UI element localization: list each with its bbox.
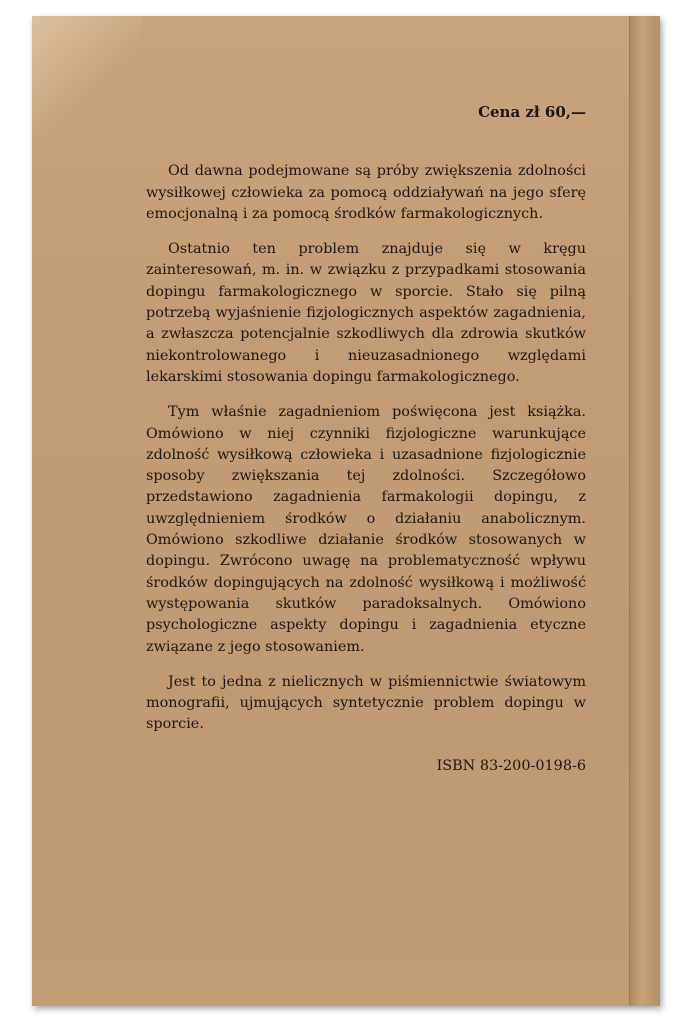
book-back-cover: [32, 16, 660, 1006]
cover-text: [146, 102, 586, 777]
book-spine: [629, 16, 660, 1006]
worn-corner: [32, 16, 142, 136]
description-paragraph-1: Od dawna podejmowane są próby zwiększenia zdolności wysiłkowej człowieka za pomocą oddziaływań na jego sferę emocjonalną i za pomocą środków farmakologicznych.: [146, 163, 586, 222]
description-paragraph-3: Tym właśnie zagadnieniom poświęcona jest książka. Omówiono w niej czynniki fizjologiczne warunkujące zdolność wysiłkową człowieka i uzasadnione fizjologicznie sposoby zwiększania tej zdolności. Szczegółowo przedstawiono zagadnienia farmakologii dopingu, z uwzględnieniem środków o działaniu anabolicznym. Omówiono szkodliwe działanie środków stosowanych w dopingu. Zwrócono uwagę na problematyczność wpływu środków dopingujących na zdolność wysiłkową i możliwość występowania skutków paradoksalnych. Omówiono psychologiczne aspekty dopingu i zagadnienia etyczne związane z jego stosowaniem.: [146, 404, 586, 655]
description-paragraph-2: Ostatnio ten problem znajduje się w kręgu zainteresowań, m. in. w związku z przypadkami stosowania dopingu farmakologicznego w sporcie. Stało się pilną potrzebą wyjaśnienie fizjologicznych aspektów zagadnienia, a zwłaszcza potencjalnie szkodliwych dla zdrowia skutków niekontrolowanego i nieuzasadnionego względami lekarskimi stosowania dopingu farmakologicznego.: [146, 241, 586, 385]
isbn-number: ISBN 83-200-0198-6: [436, 757, 586, 774]
description-paragraph-4: Jest to jedna z nielicznych w piśmiennictwie światowym monografii, ujmujących syntetycznie problem dopingu w sporcie.: [146, 673, 586, 733]
price-label: Cena zł 60,—: [478, 103, 586, 121]
